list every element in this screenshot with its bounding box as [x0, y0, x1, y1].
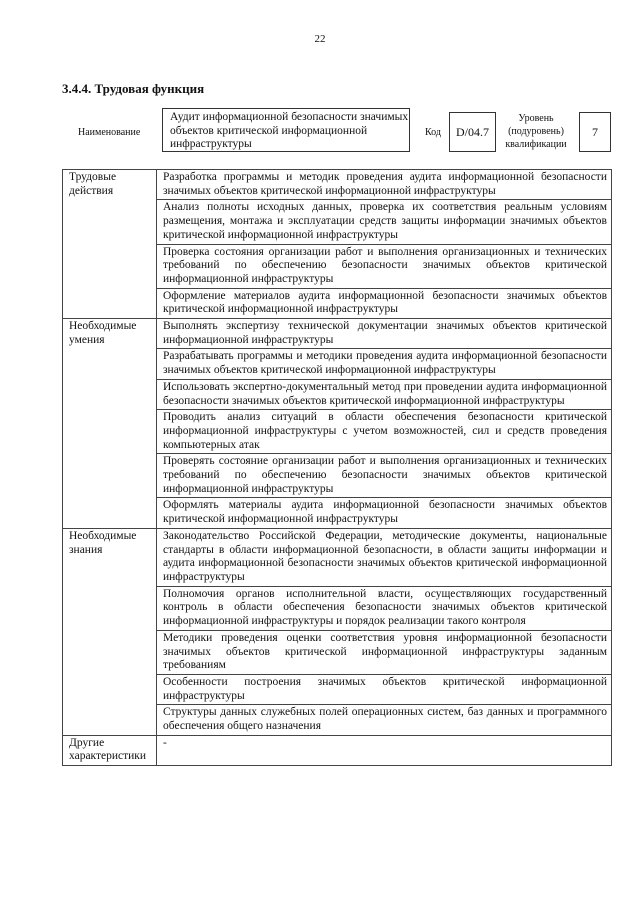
- table-body: [63, 170, 612, 766]
- category-label: Трудовые действия: [63, 170, 157, 319]
- requirement-item: Полномочия органов исполнительной власти, осуществляющих государственный контроль в области обеспечения безопасности значимых объектов критической информационной инфраструктуры и порядок реализации такого контроля: [157, 586, 612, 630]
- name-value: Аудит информационной безопасности значимых объектов критической информационной инфраструктуры: [162, 108, 410, 152]
- code-value: D/04.7: [449, 112, 496, 152]
- labor-function-table: [62, 169, 612, 766]
- requirement-item: -: [157, 735, 612, 765]
- requirement-item: Разработка программы и методик проведения аудита информационной безопасности значимых объектов критической информационной инфраструктуры: [157, 170, 612, 200]
- name-label: Наименование: [78, 127, 141, 138]
- requirement-item: Проверять состояние организации работ и выполнения организационных и технических требований по обеспечению безопасности значимых объектов критической информационной инфраструктуры: [157, 454, 612, 498]
- requirement-item: Использовать экспертно-документальный метод при проведении аудита информационной безопасности значимых объектов критической информационной инфраструктуры: [157, 379, 612, 409]
- requirement-item: Структуры данных служебных полей операционных систем, баз данных и программного обеспечения общего назначения: [157, 705, 612, 735]
- section-title: 3.4.4. Трудовая функция: [62, 81, 205, 96]
- requirement-item: Методики проведения оценки соответствия уровня информационной безопасности значимых объектов критической информационной инфраструктуры заданным требованиям: [157, 630, 612, 674]
- category-label: Необходимые знания: [63, 528, 157, 735]
- requirement-item: Анализ полноты исходных данных, проверка их соответствия реальным условиям размещения, монтажа и эксплуатации средств защиты информации значимых объектов критической информационной инфраструктуры: [157, 200, 612, 244]
- requirement-item: Оформлять материалы аудита информационной безопасности значимых объектов критической информационной инфраструктуры: [157, 498, 612, 528]
- table-row: [63, 528, 612, 586]
- requirement-item: Проводить анализ ситуаций в области обеспечения безопасности критической информационной инфраструктуры с учетом возможностей, сил и средств проведения компьютерных атак: [157, 410, 612, 454]
- page-number: 22: [314, 33, 326, 45]
- category-label: Другие характеристики: [63, 735, 157, 765]
- level-label: Уровень (подуровень) квалификации: [505, 113, 567, 150]
- table-row: [63, 735, 612, 765]
- requirement-item: Оформление материалов аудита информационной безопасности значимых объектов критической информационной инфраструктуры: [157, 288, 612, 318]
- category-label: Необходимые умения: [63, 319, 157, 529]
- table-row: [63, 319, 612, 349]
- requirement-item: Законодательство Российской Федерации, методические документы, национальные стандарты в области информационной безопасности, в области защиты информации и аудита информационной безопасности значимых объектов критической информационной инфраструктуры: [157, 528, 612, 586]
- requirement-item: Разрабатывать программы и методики проведения аудита информационной безопасности значимых объектов критической информационной инфраструктуры: [157, 349, 612, 379]
- level-value: 7: [579, 112, 611, 152]
- requirement-item: Выполнять экспертизу технической документации значимых объектов критической информационной инфраструктуры: [157, 319, 612, 349]
- requirement-item: Проверка состояния организации работ и выполнения организационных и технических требований по обеспечению безопасности значимых объектов критической информационной инфраструктуры: [157, 244, 612, 288]
- table-row: [63, 170, 612, 200]
- code-label: Код: [425, 127, 441, 138]
- requirement-item: Особенности построения значимых объектов критической информационной инфраструктуры: [157, 674, 612, 704]
